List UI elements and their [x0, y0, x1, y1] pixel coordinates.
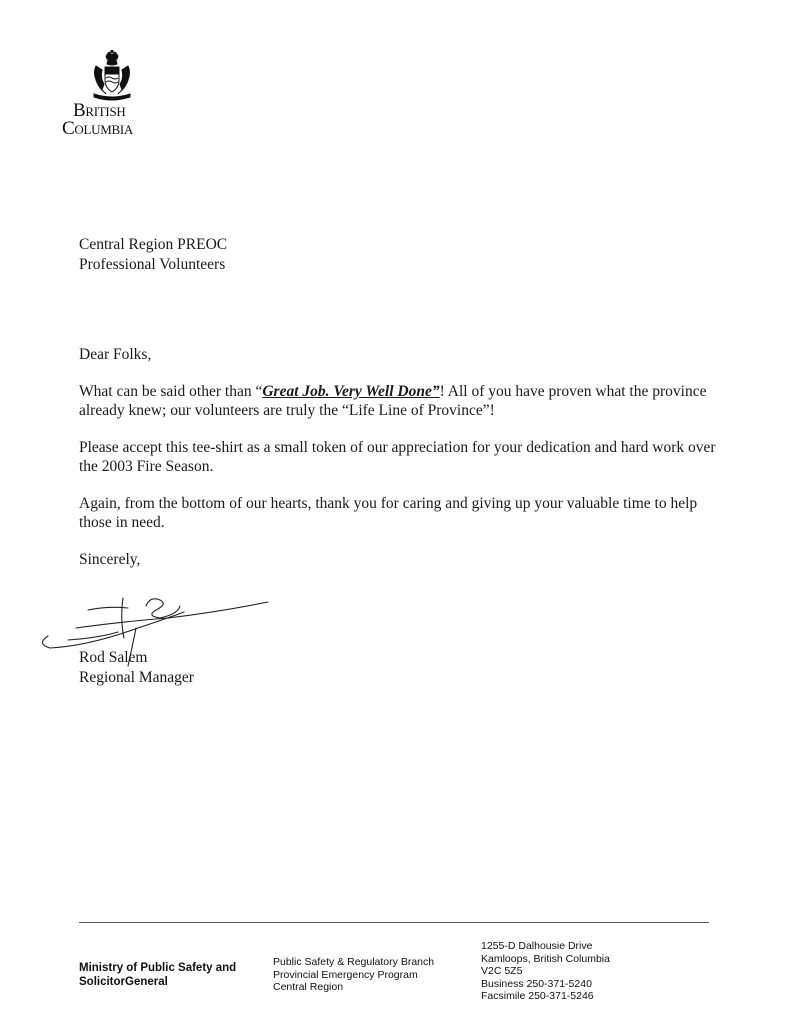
signer-block [79, 648, 194, 688]
letter-body [79, 345, 729, 586]
salutation: Dear Folks, [79, 346, 152, 363]
closing: Sincerely, [79, 550, 141, 568]
footer-divider [79, 922, 709, 923]
paragraph-1: What can be said other than “Great Job. Very Well Done”! All of you have proven what the province already knew; our volunteers are truly the “Life Line of Province”! [79, 382, 707, 419]
signer-name: Rod Salem [79, 649, 148, 666]
recipient-line-1: Central Region PREOC [79, 236, 228, 253]
footer-branch: Public Safety & Regulatory Branch Provincial Emergency Program Central Region [273, 956, 435, 993]
paragraph-2: Please accept this tee-shirt as a small token of our appreciation for your dedication and hard work over the 2003 Fire Season. [79, 438, 716, 475]
bc-crest-icon [88, 50, 136, 104]
footer-ministry: Ministry of Public Safety and SolicitorGeneral [79, 962, 237, 988]
signer-title: Regional Manager [79, 669, 194, 686]
recipient-block [79, 235, 227, 275]
footer-address: 1255-D Dalhousie Drive Kamloops, British Columbia V2C 5Z5 Business 250-371-5240 Facsimile 250-371-5246 [481, 940, 610, 1002]
emphasis-text: Great Job. Very Well Done” [262, 382, 440, 400]
bc-wordmark: British Columbia [62, 100, 133, 139]
paragraph-3: Again, from the bottom of our hearts, thank you for caring and giving up your valuable time to help those in need. [79, 494, 698, 531]
recipient-line-2: Professional Volunteers [79, 256, 226, 273]
